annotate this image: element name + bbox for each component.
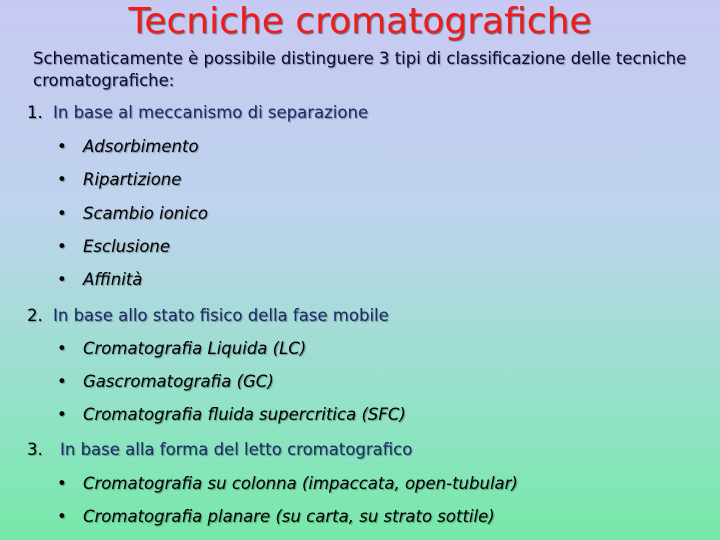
list-item-label: Affinità (83, 270, 143, 289)
list-item-label: Cromatografia su colonna (impaccata, open-tubular) (83, 474, 518, 493)
section-2-number: 2. (27, 306, 43, 325)
list-item (57, 372, 274, 391)
list-item-label: Gascromatografia (GC) (83, 372, 274, 391)
list-item-label: Esclusione (83, 237, 171, 256)
section-3-label: In base alla forma del letto cromatografico (60, 440, 413, 459)
list-item (57, 204, 208, 223)
list-item (57, 339, 306, 358)
bullet-icon: • (57, 204, 67, 223)
bullet-icon: • (57, 372, 67, 391)
bullet-icon: • (57, 170, 67, 189)
section-1-number: 1. (27, 103, 43, 122)
bullet-icon: • (57, 339, 67, 358)
list-item-label: Ripartizione (83, 170, 182, 189)
list-item (57, 137, 199, 156)
bullet-icon: • (57, 474, 67, 493)
list-item (57, 507, 495, 526)
list-item-label: Cromatografia planare (su carta, su strato sottile) (83, 507, 495, 526)
bullet-icon: • (57, 137, 67, 156)
list-item-label: Adsorbimento (83, 137, 199, 156)
bullet-icon: • (57, 270, 67, 289)
slide-title: Tecniche cromatografiche (128, 1, 592, 42)
section-2-heading (27, 306, 389, 325)
bullet-icon: • (57, 237, 67, 256)
list-item (57, 405, 406, 424)
bullet-icon: • (57, 507, 67, 526)
intro-text: Schematicamente è possibile distinguere 3 tipi di classificazione delle tecniche cromatografiche: (33, 49, 687, 90)
section-1-label: In base al meccanismo di separazione (53, 103, 369, 122)
list-item (57, 474, 518, 493)
section-2-label: In base allo stato fisico della fase mobile (53, 306, 389, 325)
list-item-label: Cromatografia fluida supercritica (SFC) (83, 405, 406, 424)
list-item (57, 270, 142, 289)
section-3-number: 3. (27, 440, 43, 459)
list-item (57, 237, 170, 256)
section-1-heading (27, 103, 368, 122)
bullet-icon: • (57, 405, 67, 424)
list-item (57, 170, 181, 189)
list-item-label: Cromatografia Liquida (LC) (83, 339, 307, 358)
list-item-label: Scambio ionico (83, 204, 209, 223)
section-3-heading (27, 440, 412, 459)
